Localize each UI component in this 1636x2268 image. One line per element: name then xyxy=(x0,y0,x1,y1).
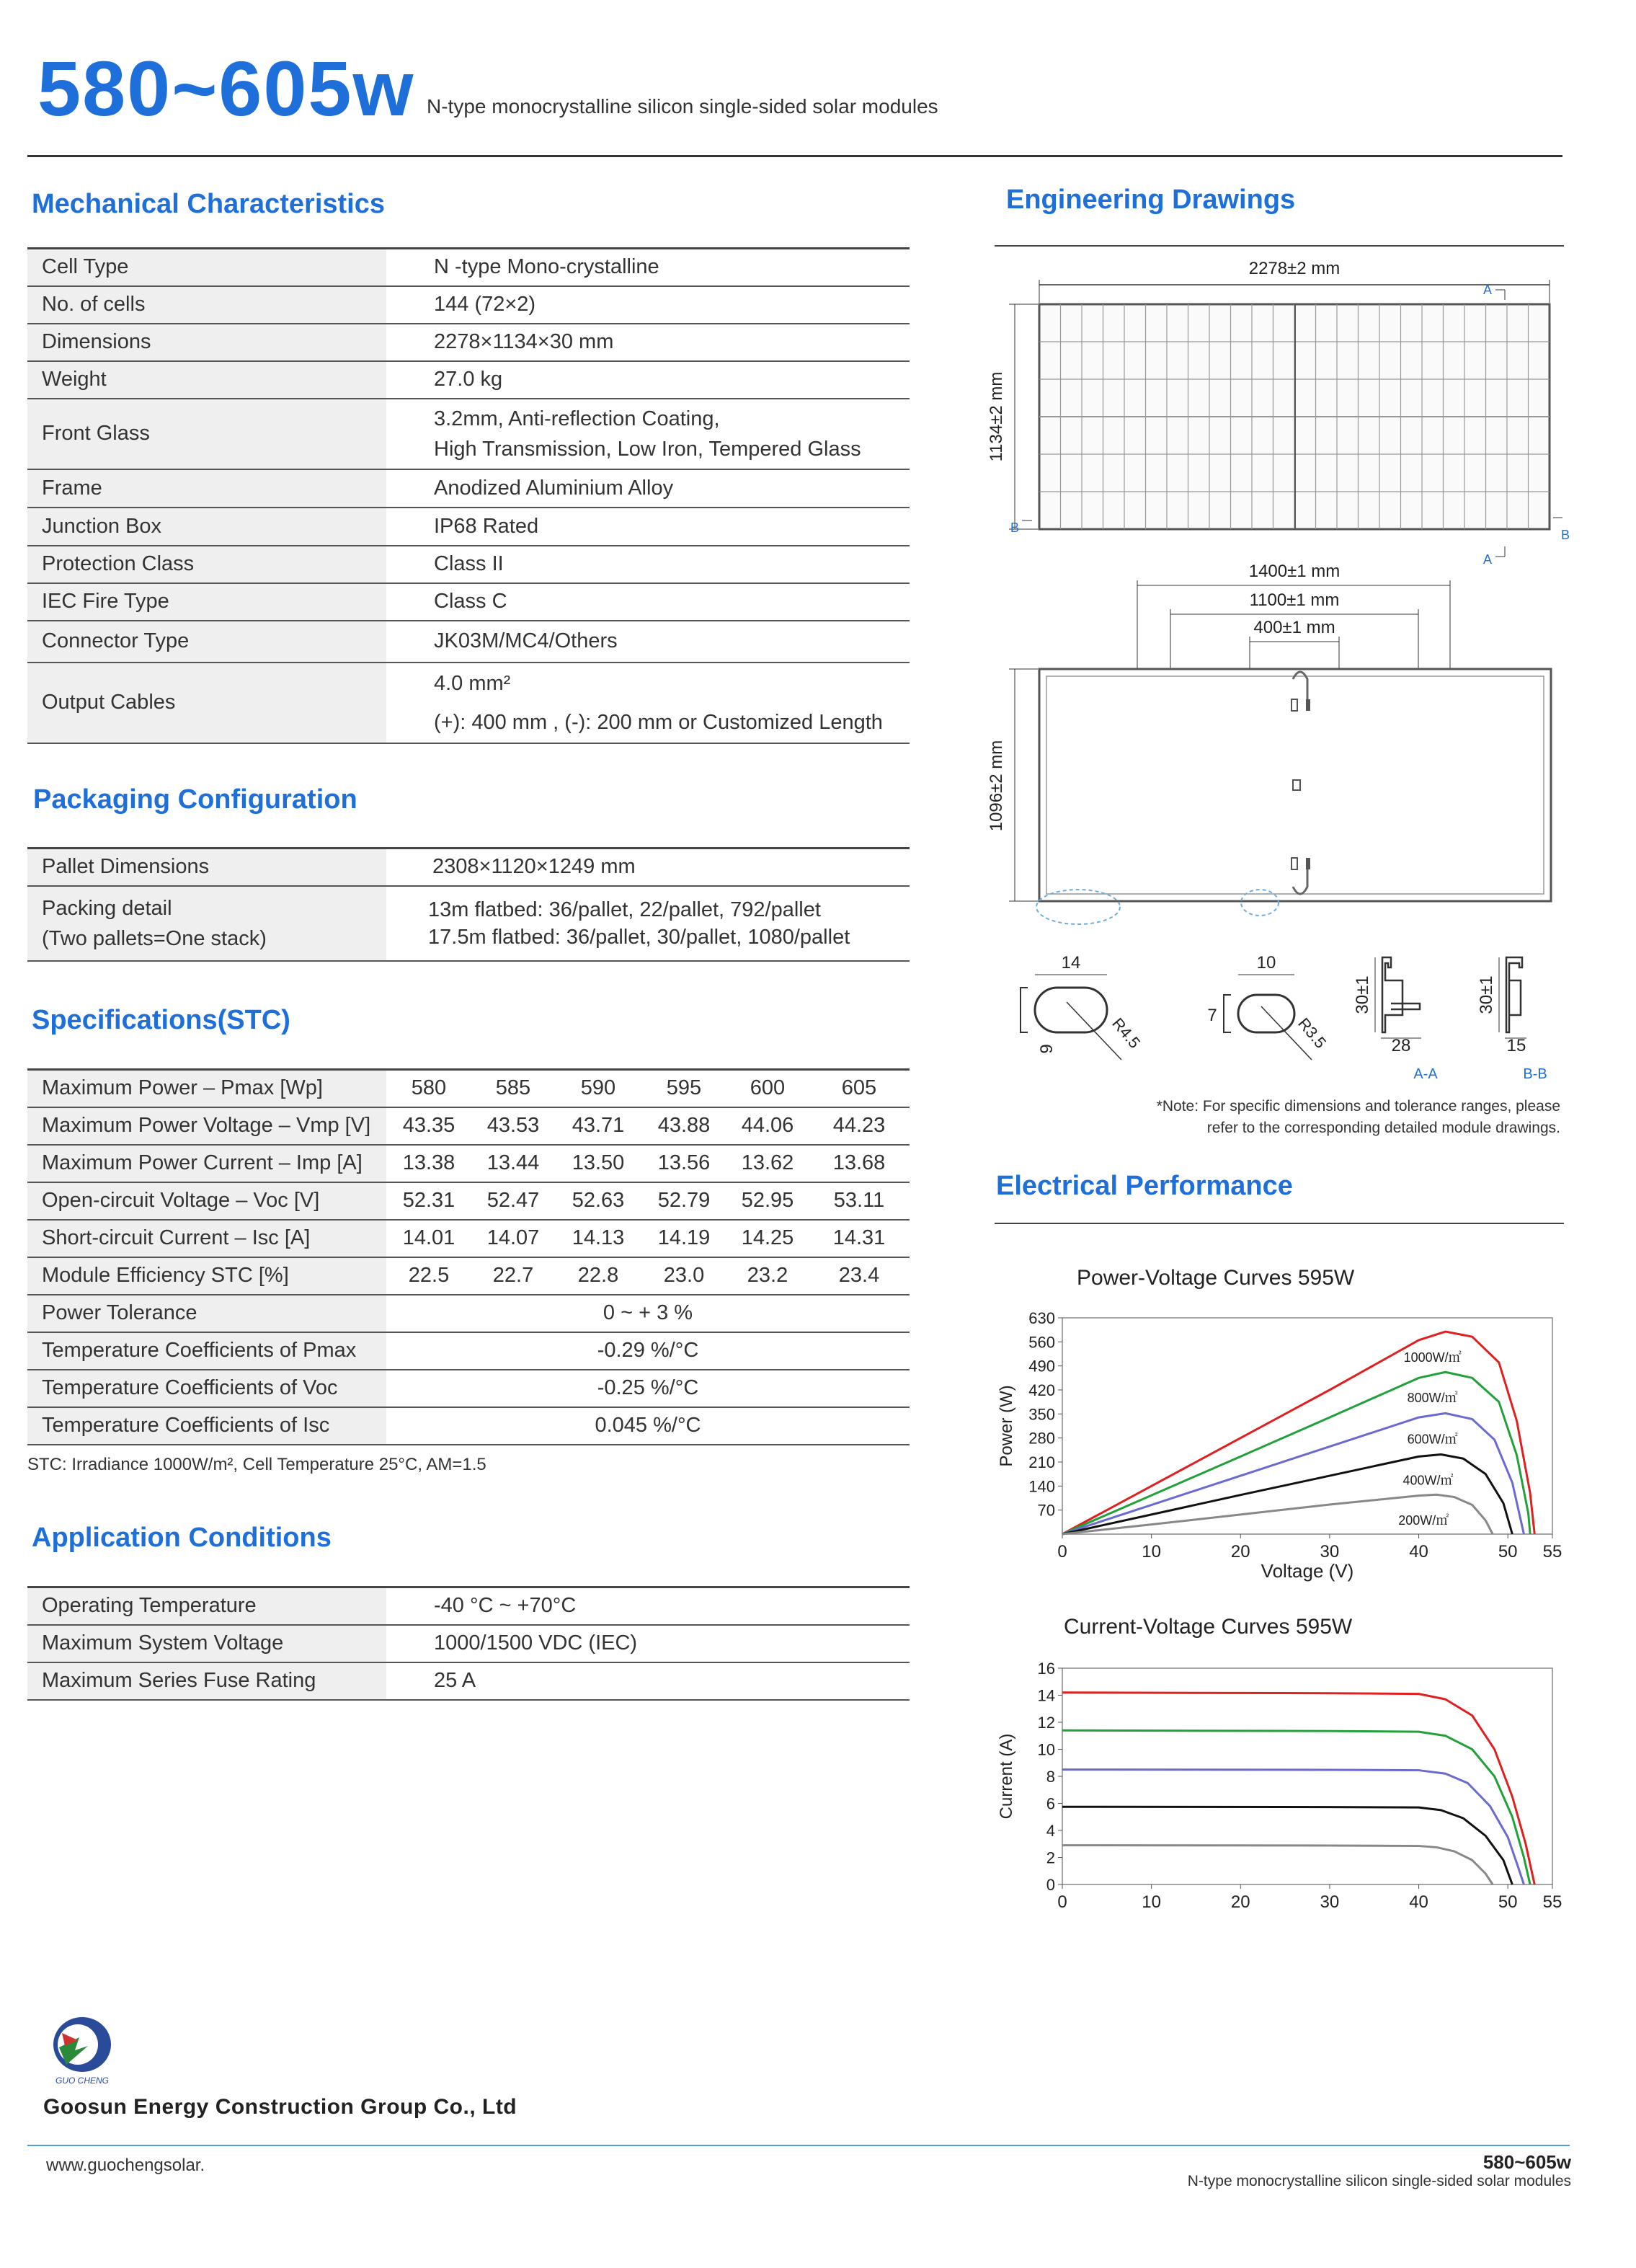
spec-cell: 43.88 xyxy=(641,1107,726,1145)
spec-cell: 43.53 xyxy=(471,1107,555,1145)
y-tick-label: 350 xyxy=(1028,1405,1055,1424)
section-b-left: B xyxy=(1010,521,1020,535)
spec-cell: 43.35 xyxy=(386,1107,471,1145)
spec-cell: 44.06 xyxy=(726,1107,809,1145)
bb-height: 30±1 xyxy=(1477,975,1496,1014)
table-row xyxy=(27,361,910,399)
row-value: Class II xyxy=(386,546,910,583)
hole2-width: 10 xyxy=(1256,953,1276,973)
page-subtitle: N-type monocrystalline silicon single-sided solar modules xyxy=(427,95,938,118)
spec-cell: 22.8 xyxy=(555,1257,641,1295)
y-tick-label: 210 xyxy=(1028,1453,1055,1471)
iv-chart-title xyxy=(1064,1615,1352,1639)
row-label: IEC Fire Type xyxy=(27,583,386,621)
engineering-drawing xyxy=(980,252,1571,1089)
y-tick-label: 10 xyxy=(1037,1740,1055,1759)
y-tick-label: 490 xyxy=(1028,1357,1055,1376)
table-row xyxy=(27,546,910,583)
section-b-right: B xyxy=(1561,528,1570,542)
x-tick-label: 40 xyxy=(1409,1892,1428,1912)
row-label: Operating Temperature xyxy=(27,1587,386,1625)
spec-cell: 52.95 xyxy=(726,1182,809,1220)
mounting-hole-large xyxy=(1035,988,1107,1032)
dim-1100: 1100±1 mm xyxy=(1249,590,1340,610)
row-label: Power Tolerance xyxy=(27,1295,386,1332)
row-value: 4.0 mm² xyxy=(434,671,511,695)
table-row xyxy=(27,1145,910,1182)
packaging-table xyxy=(27,847,910,962)
mechanical-table xyxy=(27,247,910,744)
company-name: Goosun Energy Construction Group Co., Ltd xyxy=(43,2095,517,2119)
table-row xyxy=(27,1220,910,1257)
x-tick-label: 55 xyxy=(1542,1892,1562,1912)
section-a-top: A xyxy=(1483,283,1493,297)
y-tick-label: 4 xyxy=(1046,1822,1055,1840)
packaging-heading: Packaging Configuration xyxy=(33,784,357,815)
mounting-hole-small xyxy=(1238,995,1294,1032)
spec-cell: 13.44 xyxy=(471,1145,555,1182)
spec-cell: 13.38 xyxy=(386,1145,471,1182)
y-tick-label: 16 xyxy=(1037,1660,1055,1678)
row-label: Module Efficiency STC [%] xyxy=(27,1257,386,1295)
spec-cell: 23.4 xyxy=(809,1257,910,1295)
row-value: Class C xyxy=(386,583,910,621)
footer-model-desc: N-type monocrystalline silicon single-sided solar modules xyxy=(1187,2173,1571,2189)
pv-chart-title xyxy=(1077,1266,1354,1290)
specs-heading: Specifications(STC) xyxy=(32,1005,290,1035)
table-row xyxy=(27,286,910,324)
spec-cell: 600 xyxy=(726,1070,809,1107)
frame-profile-bb xyxy=(1506,957,1522,1032)
row-label: Maximum Power Current – Imp [A] xyxy=(27,1145,386,1182)
spec-cell: 14.07 xyxy=(471,1220,555,1257)
y-tick-label: 630 xyxy=(1028,1309,1055,1327)
application-heading: Application Conditions xyxy=(32,1523,332,1553)
table-row xyxy=(27,1370,910,1407)
table-row xyxy=(27,663,910,743)
hole2-radius: R3.5 xyxy=(1294,1014,1330,1052)
spec-cell: 13.68 xyxy=(809,1145,910,1182)
row-label: Maximum Power – Pmax [Wp] xyxy=(27,1070,386,1107)
electrical-heading: Electrical Performance xyxy=(996,1171,1293,1201)
spec-cell: 590 xyxy=(555,1070,641,1107)
pv-title-text: Power-Voltage Curves xyxy=(1077,1266,1292,1290)
x-tick-label: 40 xyxy=(1409,1542,1428,1562)
spec-cell: 44.23 xyxy=(809,1107,910,1145)
drawings-divider xyxy=(995,245,1564,247)
bb-label: B-B xyxy=(1523,1066,1547,1082)
x-tick-label: 0 xyxy=(1057,1892,1067,1912)
spec-merged-value: 0.045 %/°C xyxy=(386,1407,910,1445)
x-tick-label: 30 xyxy=(1320,1892,1340,1912)
row-value: 25 A xyxy=(386,1662,910,1700)
spec-cell: 13.56 xyxy=(641,1145,726,1182)
table-row xyxy=(27,324,910,361)
y-axis-label: Current (A) xyxy=(997,1733,1016,1820)
x-tick-label: 0 xyxy=(1057,1542,1067,1562)
row-label: No. of cells xyxy=(27,286,386,324)
row-label: Open-circuit Voltage – Voc [V] xyxy=(27,1182,386,1220)
table-row xyxy=(27,1295,910,1332)
y-tick-label: 6 xyxy=(1046,1794,1055,1813)
table-row xyxy=(27,1182,910,1220)
spec-cell: 14.13 xyxy=(555,1220,641,1257)
aa-height: 30±1 xyxy=(1353,975,1372,1014)
x-tick-label: 20 xyxy=(1230,1542,1250,1562)
table-row xyxy=(27,1662,910,1700)
hole1-height: 9 xyxy=(1037,1044,1057,1054)
drawings-heading: Engineering Drawings xyxy=(1006,185,1296,215)
bb-width: 15 xyxy=(1506,1036,1526,1055)
row-label-2: (Two pallets=One stack) xyxy=(42,926,267,950)
table-row xyxy=(27,249,910,286)
row-label: Pallet Dimensions xyxy=(27,849,386,886)
drawing-note xyxy=(995,1096,1560,1139)
table-row xyxy=(27,1070,910,1107)
current-voltage-chart xyxy=(987,1651,1571,1925)
row-value-2: High Transmission, Low Iron, Tempered Glass xyxy=(434,437,861,461)
row-value: 144 (72×2) xyxy=(386,286,910,324)
row-label: Protection Class xyxy=(27,546,386,583)
application-table xyxy=(27,1586,910,1701)
spec-cell: 14.25 xyxy=(726,1220,809,1257)
table-row xyxy=(27,1407,910,1445)
aa-label: A-A xyxy=(1413,1066,1438,1082)
row-label: Front Glass xyxy=(27,399,386,469)
y-tick-label: 0 xyxy=(1046,1876,1055,1894)
y-tick-label: 280 xyxy=(1028,1429,1055,1448)
spec-merged-value: -0.29 %/°C xyxy=(386,1332,910,1370)
row-label: Temperature Coefficients of Pmax xyxy=(27,1332,386,1370)
table-row xyxy=(27,1332,910,1370)
x-tick-label: 55 xyxy=(1542,1542,1562,1562)
row-label: Frame xyxy=(27,469,386,508)
table-row xyxy=(27,469,910,508)
page-title: 580~605w xyxy=(37,45,415,132)
spec-cell: 22.5 xyxy=(386,1257,471,1295)
row-label: Maximum Power Voltage – Vmp [V] xyxy=(27,1107,386,1145)
spec-cell: 23.2 xyxy=(726,1257,809,1295)
spec-cell: 53.11 xyxy=(809,1182,910,1220)
spec-cell: 52.63 xyxy=(555,1182,641,1220)
table-row xyxy=(27,1107,910,1145)
row-label: Connector Type xyxy=(27,621,386,663)
frame-profile-aa xyxy=(1382,957,1402,1032)
dim-400: 400±1 mm xyxy=(1253,618,1335,637)
series-label: 200W/㎡ xyxy=(1398,1513,1449,1528)
row-value: JK03M/MC4/Others xyxy=(386,621,910,663)
footer-divider xyxy=(27,2145,1570,2146)
power-voltage-chart xyxy=(987,1298,1571,1600)
section-a-bottom: A xyxy=(1483,552,1493,567)
company-logo xyxy=(40,2011,127,2091)
note-line-1: *Note: For specific dimensions and tolerance ranges, please xyxy=(1156,1098,1560,1115)
hole1-width: 14 xyxy=(1061,953,1081,973)
iv-title-suffix: 595W xyxy=(1295,1615,1353,1639)
hole2-height: 7 xyxy=(1207,1006,1217,1025)
row-label: Packing detail xyxy=(42,896,172,920)
table-row xyxy=(27,1587,910,1625)
row-value-2: (+): 400 mm , (-): 200 mm or Customized Length xyxy=(434,710,883,734)
y-tick-label: 420 xyxy=(1028,1381,1055,1399)
row-value: N -type Mono-crystalline xyxy=(386,249,910,286)
spec-merged-value: 0 ~ + 3 % xyxy=(386,1295,910,1332)
row-label: Output Cables xyxy=(27,663,386,743)
y-tick-label: 12 xyxy=(1037,1714,1055,1732)
series-label: 400W/㎡ xyxy=(1402,1473,1454,1488)
website-link[interactable]: www.guochengsolar. xyxy=(46,2156,205,2175)
specs-note: STC: Irradiance 1000W/m², Cell Temperature 25°C, AM=1.5 xyxy=(27,1455,486,1474)
specs-table xyxy=(27,1068,910,1445)
dim-width: 1134±2 mm xyxy=(987,371,1006,462)
spec-cell: 14.01 xyxy=(386,1220,471,1257)
table-row xyxy=(27,1257,910,1295)
electrical-divider xyxy=(995,1223,1564,1224)
iv-title-text: Current-Voltage Curves xyxy=(1064,1615,1290,1639)
row-label: Cell Type xyxy=(27,249,386,286)
row-value: 13m flatbed: 36/pallet, 22/pallet, 792/pallet xyxy=(428,898,821,921)
row-value: 27.0 kg xyxy=(386,361,910,399)
spec-cell: 605 xyxy=(809,1070,910,1107)
row-value: 2278×1134×30 mm xyxy=(386,324,910,361)
spec-cell: 13.62 xyxy=(726,1145,809,1182)
spec-cell: 14.31 xyxy=(809,1220,910,1257)
table-row xyxy=(27,849,910,886)
module-back-view xyxy=(1039,669,1551,901)
table-row xyxy=(27,886,910,961)
dim-1096: 1096±2 mm xyxy=(987,740,1006,832)
row-label: Weight xyxy=(27,361,386,399)
dim-length: 2278±2 mm xyxy=(1248,259,1341,278)
y-tick-label: 560 xyxy=(1028,1333,1055,1352)
row-label: Dimensions xyxy=(27,324,386,361)
spec-cell: 585 xyxy=(471,1070,555,1107)
mechanical-heading: Mechanical Characteristics xyxy=(32,189,386,219)
x-tick-label: 50 xyxy=(1498,1892,1518,1912)
spec-cell: 23.0 xyxy=(641,1257,726,1295)
footer-model: 580~605w xyxy=(1482,2151,1571,2173)
series-label: 1000W/㎡ xyxy=(1403,1350,1462,1365)
header-divider xyxy=(27,155,1562,157)
row-value: 3.2mm, Anti-reflection Coating, xyxy=(434,407,720,430)
row-value-2: 17.5m flatbed: 36/pallet, 30/pallet, 1080/pallet xyxy=(428,925,850,949)
spec-cell: 22.7 xyxy=(471,1257,555,1295)
hole1-radius: R4.5 xyxy=(1108,1014,1144,1052)
table-row xyxy=(27,399,910,469)
dim-1400: 1400±1 mm xyxy=(1248,562,1341,581)
y-axis-label: Power (W) xyxy=(997,1385,1016,1467)
row-value: 2308×1120×1249 mm xyxy=(386,849,910,886)
row-label: Short-circuit Current – Isc [A] xyxy=(27,1220,386,1257)
y-tick-label: 14 xyxy=(1037,1686,1055,1705)
aa-width: 28 xyxy=(1391,1036,1411,1055)
spec-cell: 14.19 xyxy=(641,1220,726,1257)
x-tick-label: 10 xyxy=(1142,1542,1161,1562)
row-value: IP68 Rated xyxy=(386,508,910,546)
spec-cell: 52.47 xyxy=(471,1182,555,1220)
series-label: 800W/㎡ xyxy=(1407,1391,1458,1406)
x-tick-label: 10 xyxy=(1142,1892,1161,1912)
pv-title-suffix: 595W xyxy=(1297,1266,1355,1290)
table-row xyxy=(27,583,910,621)
row-label: Maximum Series Fuse Rating xyxy=(27,1662,386,1700)
y-tick-label: 140 xyxy=(1028,1477,1055,1496)
y-tick-label: 70 xyxy=(1037,1501,1055,1520)
plot-area xyxy=(1062,1668,1552,1884)
y-tick-label: 8 xyxy=(1046,1768,1055,1786)
row-value: Anodized Aluminium Alloy xyxy=(386,469,910,508)
row-value: -40 °C ~ +70°C xyxy=(386,1587,910,1625)
spec-cell: 595 xyxy=(641,1070,726,1107)
table-row xyxy=(27,1625,910,1662)
spec-cell: 52.79 xyxy=(641,1182,726,1220)
series-label: 600W/㎡ xyxy=(1407,1432,1458,1447)
x-tick-label: 50 xyxy=(1498,1542,1518,1562)
y-tick-label: 2 xyxy=(1046,1848,1055,1867)
spec-merged-value: -0.25 %/°C xyxy=(386,1370,910,1407)
table-row xyxy=(27,508,910,546)
note-line-2: refer to the corresponding detailed module drawings. xyxy=(1206,1120,1560,1136)
x-tick-label: 30 xyxy=(1320,1542,1340,1562)
row-label: Maximum System Voltage xyxy=(27,1625,386,1662)
row-label: Junction Box xyxy=(27,508,386,546)
table-row xyxy=(27,621,910,663)
x-tick-label: 20 xyxy=(1230,1892,1250,1912)
row-value: 1000/1500 VDC (IEC) xyxy=(386,1625,910,1662)
row-label: Temperature Coefficients of Isc xyxy=(27,1407,386,1445)
x-axis-label: Voltage (V) xyxy=(1261,1560,1354,1582)
logo-text: GUO CHENG xyxy=(55,2076,110,2086)
spec-cell: 52.31 xyxy=(386,1182,471,1220)
spec-cell: 13.50 xyxy=(555,1145,641,1182)
spec-cell: 580 xyxy=(386,1070,471,1107)
row-label: Temperature Coefficients of Voc xyxy=(27,1370,386,1407)
spec-cell: 43.71 xyxy=(555,1107,641,1145)
